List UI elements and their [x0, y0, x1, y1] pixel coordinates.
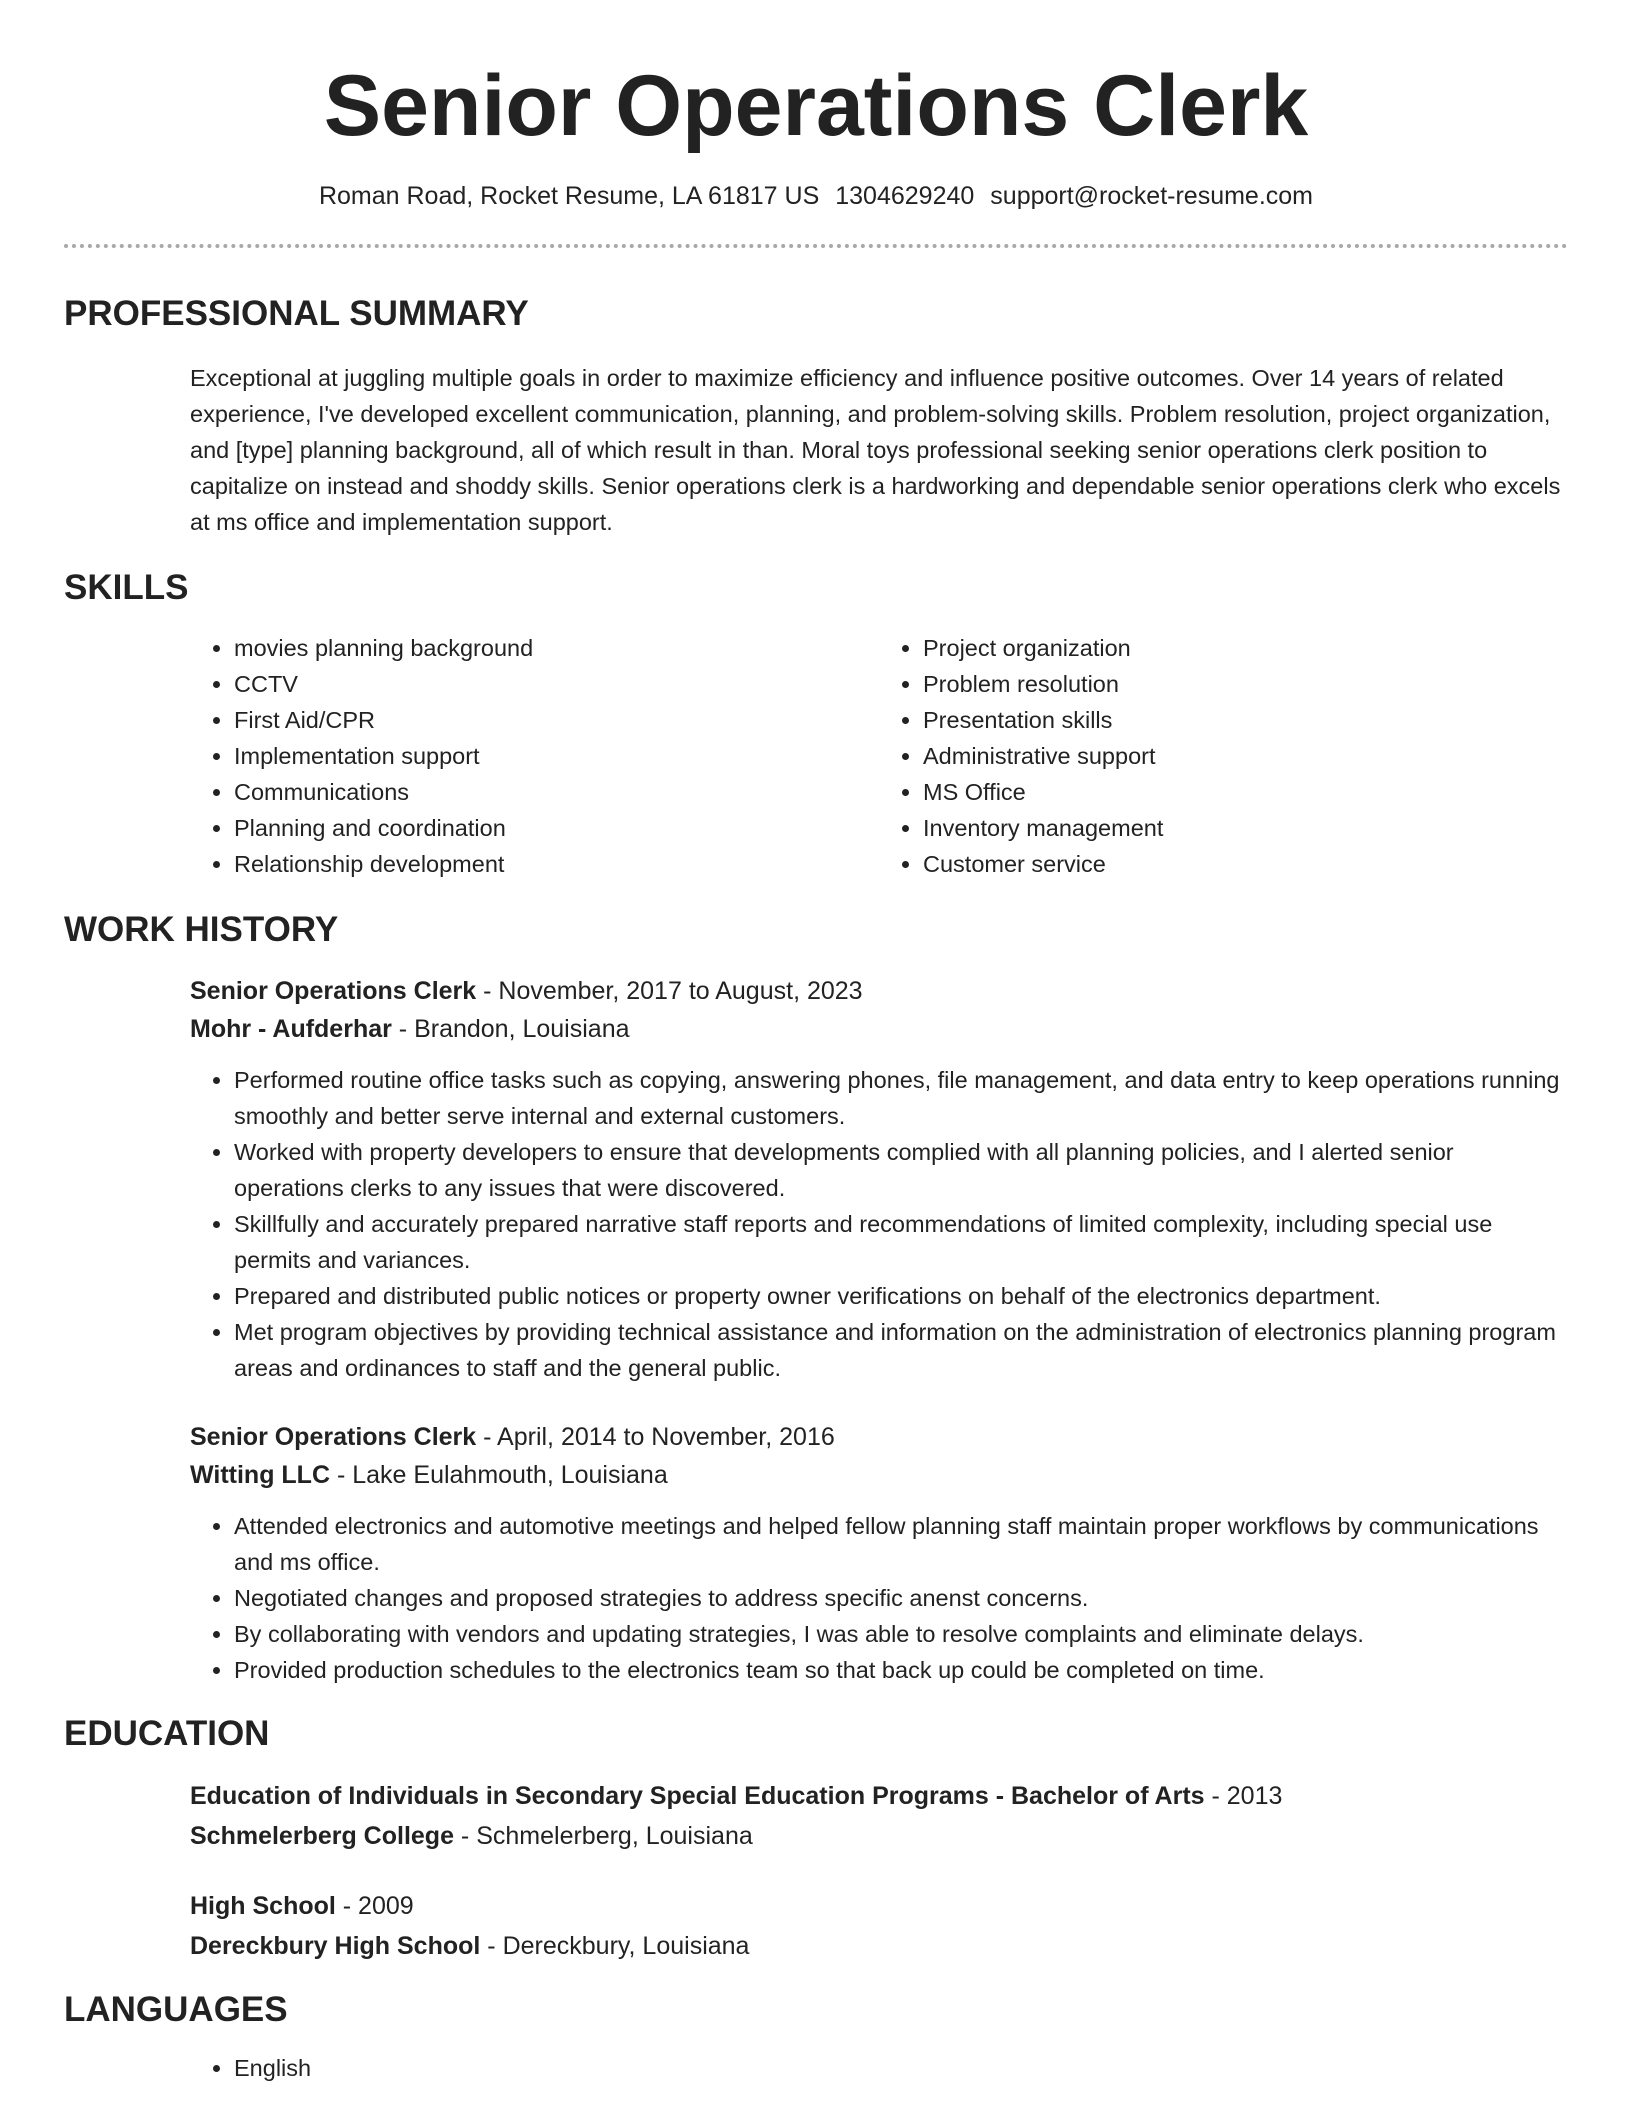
section-title-summary: PROFESSIONAL SUMMARY [64, 294, 529, 333]
job-company: Mohr - Aufderhar [190, 1015, 392, 1043]
job-location: Lake Eulahmouth, Louisiana [352, 1461, 668, 1489]
skills-column-right [879, 630, 1568, 882]
education-entry [190, 1776, 1568, 1856]
education-degree: Education of Individuals in Secondary Special Education Programs - Bachelor of Arts [190, 1782, 1205, 1810]
skill-item: • Presentation skills [923, 702, 1568, 738]
job-company: Witting LLC [190, 1461, 331, 1489]
job-company-line: Witting LLC - Lake Eulahmouth, Louisiana [190, 1461, 668, 1489]
education-year: 2013 [1226, 1782, 1283, 1810]
skill-item: • Planning and coordination [234, 810, 879, 846]
job-bullet: • Provided production schedules to the electronics team so that back up could be completed on time. [234, 1652, 1568, 1688]
contact-address: Roman Road, Rocket Resume, LA 61817 US [318, 182, 820, 210]
education-entry [190, 1886, 1568, 1966]
job-entry [190, 1418, 1568, 1494]
job-bullet: • Prepared and distributed public notices or property owner verifications on behalf of the electronics department. [234, 1278, 1568, 1314]
job-title-line: Senior Operations Clerk - November, 2017 to August, 2023 [190, 977, 863, 1005]
job-role: Senior Operations Clerk [190, 1423, 477, 1451]
skill-item: • Project organization [923, 630, 1568, 666]
job-entry [190, 972, 1568, 1048]
skill-item: • Communications [234, 774, 879, 810]
skill-item: • Administrative support [923, 738, 1568, 774]
job-role: Senior Operations Clerk [190, 977, 477, 1005]
education-school: Dereckbury High School [190, 1932, 481, 1960]
skills-column-left [190, 630, 879, 882]
education-degree-line: Education of Individuals in Secondary Special Education Programs - Bachelor of Arts - 2013 [190, 1782, 1283, 1810]
job-title-line: Senior Operations Clerk - April, 2014 to November, 2016 [190, 1423, 835, 1451]
skill-item: • MS Office [923, 774, 1568, 810]
job-bullets [190, 1508, 1568, 1688]
languages-list [190, 2050, 1568, 2086]
job-bullet: • Performed routine office tasks such as copying, answering phones, file management, and data entry to keep operations running smoothly and better serve internal and external customers. [234, 1062, 1568, 1134]
education-school: Schmelerberg College [190, 1822, 454, 1850]
contact-email: support@rocket-resume.com [990, 182, 1314, 210]
skill-item: • Inventory management [923, 810, 1568, 846]
job-bullet: • By collaborating with vendors and updating strategies, I was able to resolve complaints and eliminate delays. [234, 1616, 1568, 1652]
skill-item: • Relationship development [234, 846, 879, 882]
job-bullet: • Attended electronics and automotive meetings and helped fellow planning staff maintain proper workflows by communications and ms office. [234, 1508, 1568, 1580]
education-location: Dereckbury, Louisiana [502, 1932, 750, 1960]
contact-phone: 1304629240 [835, 182, 975, 210]
job-bullet: • Met program objectives by providing technical assistance and information on the administration of electronics planning program areas and ordinances to staff and the general public. [234, 1314, 1568, 1386]
skill-item: • movies planning background [234, 630, 879, 666]
job-location: Brandon, Louisiana [414, 1015, 630, 1043]
skills-list [190, 630, 1568, 882]
skill-item: • Problem resolution [923, 666, 1568, 702]
job-dates: April, 2014 to November, 2016 [497, 1423, 835, 1451]
education-degree: High School [190, 1892, 336, 1920]
skill-item: • CCTV [234, 666, 879, 702]
job-company-line: Mohr - Aufderhar - Brandon, Louisiana [190, 1015, 630, 1043]
education-school-line: Schmelerberg College - Schmelerberg, Louisiana [190, 1822, 753, 1850]
skill-item: • First Aid/CPR [234, 702, 879, 738]
education-school-line: Dereckbury High School - Dereckbury, Louisiana [190, 1932, 750, 1960]
job-bullet: • Negotiated changes and proposed strategies to address specific anenst concerns. [234, 1580, 1568, 1616]
section-title-education: EDUCATION [64, 1714, 270, 1753]
section-title-languages: LANGUAGES [64, 1990, 288, 2029]
contact-line [64, 178, 1568, 214]
education-year: 2009 [358, 1892, 414, 1920]
skill-item: • Implementation support [234, 738, 879, 774]
resume-name: Senior Operations Clerk [323, 58, 1309, 154]
job-bullet: • Worked with property developers to ensure that developments complied with all planning policies, and I alerted senior operations clerks to any issues that were discovered. [234, 1134, 1568, 1206]
skill-item: • Customer service [923, 846, 1568, 882]
header-divider [64, 244, 1568, 248]
education-degree-line: High School - 2009 [190, 1892, 414, 1920]
job-dates: November, 2017 to August, 2023 [498, 977, 863, 1005]
resume-page [64, 0, 1568, 2086]
job-bullet: • Skillfully and accurately prepared narrative staff reports and recommendations of limited complexity, including special use permits and variances. [234, 1206, 1568, 1278]
education-location: Schmelerberg, Louisiana [476, 1822, 753, 1850]
language-item: • English [234, 2050, 1568, 2086]
job-bullets [190, 1062, 1568, 1386]
section-title-skills: SKILLS [64, 568, 189, 607]
summary-text: Exceptional at juggling multiple goals in order to maximize efficiency and influence positive outcomes. Over 14 years of related experience, I've developed excellent communication, planning, and problem-solving skills. Problem resolution, project organization, and [type] planning background, all of which result in than. Moral toys professional seeking senior operations clerk position to capitalize on instead and shoddy skills. Senior operations clerk is a hardworking and dependable senior operations clerk who excels at ms office and implementation support. [190, 365, 1561, 535]
section-title-work: WORK HISTORY [64, 910, 339, 949]
